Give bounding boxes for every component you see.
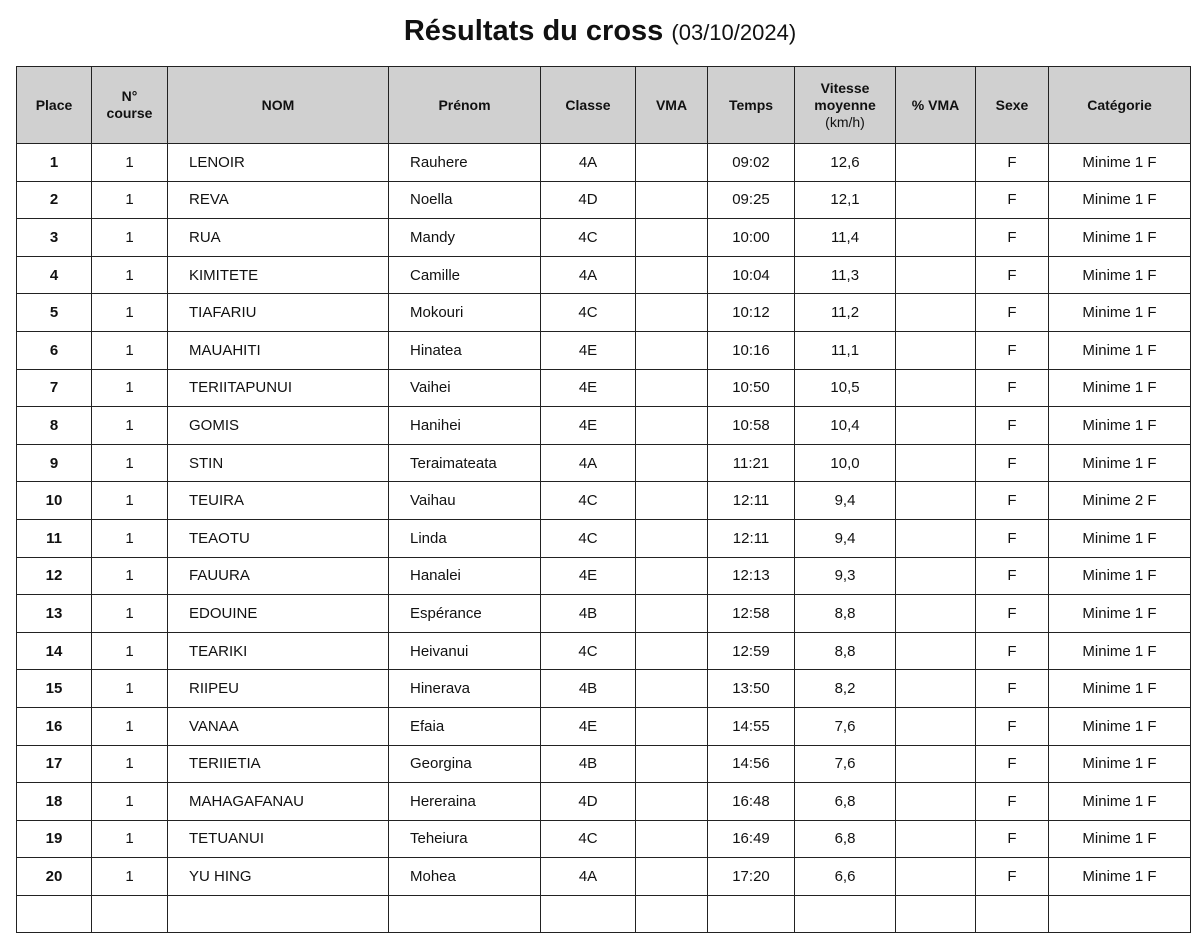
cell-categorie: Minime 1 F [1049,181,1191,219]
cell-sexe: F [976,219,1049,257]
cell-temps: 10:12 [708,294,795,332]
cell-sexe: F [976,444,1049,482]
cell-course: 1 [92,256,168,294]
cell-sexe: F [976,707,1049,745]
cell-temps: 16:49 [708,820,795,858]
cell-place: 15 [17,670,92,708]
cell-prenom: Heivanui [389,632,541,670]
cell-pct-vma [896,144,976,182]
cell-pct-vma [896,557,976,595]
title-date: (03/10/2024) [671,20,797,45]
cell-course: 1 [92,783,168,821]
cell-place: 14 [17,632,92,670]
cell-place: 19 [17,820,92,858]
cell-vitesse: 11,1 [795,331,896,369]
cell-vitesse: 10,4 [795,407,896,445]
cell-course: 1 [92,820,168,858]
cell-nom: TERIITAPUNUI [168,369,389,407]
cell-pct-vma [896,219,976,257]
cell-empty [896,895,976,933]
table-row [17,444,1191,482]
cell-nom: MAHAGAFANAU [168,783,389,821]
cell-course: 1 [92,632,168,670]
cell-nom: FAUURA [168,557,389,595]
cell-categorie: Minime 1 F [1049,369,1191,407]
cell-nom: KIMITETE [168,256,389,294]
table-header [17,67,1191,144]
cell-course: 1 [92,369,168,407]
cell-vitesse: 12,6 [795,144,896,182]
cell-pct-vma [896,858,976,896]
cell-categorie: Minime 1 F [1049,444,1191,482]
cell-classe: 4B [541,670,636,708]
cell-sexe: F [976,294,1049,332]
cell-temps: 12:13 [708,557,795,595]
cell-prenom: Teraimateata [389,444,541,482]
cell-classe: 4C [541,632,636,670]
cell-temps: 09:02 [708,144,795,182]
cell-place: 17 [17,745,92,783]
header-row [17,67,1191,144]
cell-vitesse: 7,6 [795,707,896,745]
cell-prenom: Espérance [389,595,541,633]
cell-categorie: Minime 1 F [1049,144,1191,182]
cell-temps: 14:55 [708,707,795,745]
cell-temps: 13:50 [708,670,795,708]
page-title [0,0,1200,62]
cell-prenom: Mohea [389,858,541,896]
cell-classe: 4D [541,181,636,219]
cell-sexe: F [976,407,1049,445]
cell-prenom: Efaia [389,707,541,745]
cell-nom: TEARIKI [168,632,389,670]
cell-sexe: F [976,519,1049,557]
cell-place: 6 [17,331,92,369]
cell-categorie: Minime 1 F [1049,820,1191,858]
cell-prenom: Linda [389,519,541,557]
cell-course: 1 [92,670,168,708]
cell-place: 1 [17,144,92,182]
cell-place: 9 [17,444,92,482]
cell-vma [636,407,708,445]
header-vitesse [795,67,896,144]
cell-place: 8 [17,407,92,445]
cell-classe: 4E [541,407,636,445]
cell-empty [389,895,541,933]
cell-categorie: Minime 1 F [1049,256,1191,294]
cell-course: 1 [92,482,168,520]
cell-temps: 12:59 [708,632,795,670]
table-row [17,519,1191,557]
cell-prenom: Vaihei [389,369,541,407]
cell-place: 18 [17,783,92,821]
cell-vma [636,595,708,633]
cell-empty [795,895,896,933]
cell-vma [636,783,708,821]
cell-nom: LENOIR [168,144,389,182]
table-row [17,745,1191,783]
table-row [17,632,1191,670]
header-place: Place [17,67,92,144]
table-row [17,482,1191,520]
cell-course: 1 [92,181,168,219]
cell-temps: 10:16 [708,331,795,369]
cell-pct-vma [896,482,976,520]
cell-vma [636,256,708,294]
cell-prenom: Hanihei [389,407,541,445]
cell-place: 12 [17,557,92,595]
cell-vma [636,519,708,557]
cell-temps: 17:20 [708,858,795,896]
cell-vma [636,444,708,482]
cell-course: 1 [92,595,168,633]
cell-empty [1049,895,1191,933]
cell-vitesse: 6,8 [795,783,896,821]
table-row [17,256,1191,294]
cell-categorie: Minime 1 F [1049,745,1191,783]
cell-vitesse: 9,4 [795,482,896,520]
cell-nom: YU HING [168,858,389,896]
cell-vma [636,557,708,595]
cell-pct-vma [896,670,976,708]
cell-classe: 4A [541,256,636,294]
cell-pct-vma [896,444,976,482]
table-row [17,181,1191,219]
table-row [17,670,1191,708]
cell-categorie: Minime 1 F [1049,519,1191,557]
cell-empty [541,895,636,933]
cell-vma [636,745,708,783]
header-vitesse-line1: Vitesse [820,79,870,96]
cell-place: 13 [17,595,92,633]
cell-course: 1 [92,519,168,557]
cell-vitesse: 10,5 [795,369,896,407]
header-pct-vma: % VMA [896,67,976,144]
cell-categorie: Minime 1 F [1049,294,1191,332]
cell-course: 1 [92,444,168,482]
cell-nom: EDOUINE [168,595,389,633]
cell-vma [636,331,708,369]
cell-prenom: Vaihau [389,482,541,520]
header-vitesse-line2: moyenne [814,96,876,113]
cell-pct-vma [896,707,976,745]
cell-classe: 4C [541,294,636,332]
cell-vitesse: 9,3 [795,557,896,595]
table-row [17,369,1191,407]
cell-nom: STIN [168,444,389,482]
header-classe: Classe [541,67,636,144]
table-row-partial [17,895,1191,933]
cell-nom: GOMIS [168,407,389,445]
cell-categorie: Minime 1 F [1049,407,1191,445]
table-row [17,331,1191,369]
cell-pct-vma [896,519,976,557]
cell-empty [92,895,168,933]
cell-temps: 14:56 [708,745,795,783]
cell-vitesse: 10,0 [795,444,896,482]
cell-classe: 4E [541,369,636,407]
cell-pct-vma [896,407,976,445]
cell-temps: 10:04 [708,256,795,294]
cell-sexe: F [976,557,1049,595]
cell-place: 3 [17,219,92,257]
cell-classe: 4A [541,444,636,482]
cell-vitesse: 6,6 [795,858,896,896]
cell-nom: MAUAHITI [168,331,389,369]
cell-place: 16 [17,707,92,745]
cell-categorie: Minime 1 F [1049,783,1191,821]
cell-temps: 10:00 [708,219,795,257]
cell-prenom: Hinerava [389,670,541,708]
cell-nom: TETUANUI [168,820,389,858]
cell-temps: 10:58 [708,407,795,445]
cell-nom: TIAFARIU [168,294,389,332]
cell-empty [976,895,1049,933]
header-sexe: Sexe [976,67,1049,144]
cell-vitesse: 11,3 [795,256,896,294]
header-temps: Temps [708,67,795,144]
cell-course: 1 [92,707,168,745]
header-nom: NOM [168,67,389,144]
cell-classe: 4C [541,519,636,557]
cell-sexe: F [976,181,1049,219]
cell-vitesse: 6,8 [795,820,896,858]
cell-classe: 4B [541,745,636,783]
cell-prenom: Noella [389,181,541,219]
cell-temps: 11:21 [708,444,795,482]
cell-prenom: Hinatea [389,331,541,369]
table-row [17,783,1191,821]
cell-prenom: Georgina [389,745,541,783]
cell-classe: 4D [541,783,636,821]
cell-categorie: Minime 1 F [1049,858,1191,896]
cell-vitesse: 7,6 [795,745,896,783]
table-row [17,858,1191,896]
cell-nom: TERIIETIA [168,745,389,783]
title-main: Résultats du cross [403,15,664,47]
cell-classe: 4A [541,858,636,896]
cell-place: 20 [17,858,92,896]
cell-place: 2 [17,181,92,219]
cell-vitesse: 8,2 [795,670,896,708]
cell-prenom: Mokouri [389,294,541,332]
table-body [17,144,1191,933]
cell-vitesse: 9,4 [795,519,896,557]
cell-nom: RUA [168,219,389,257]
cell-categorie: Minime 1 F [1049,595,1191,633]
cell-vma [636,670,708,708]
cell-vma [636,707,708,745]
header-course-line2: course [106,105,153,121]
cell-classe: 4C [541,219,636,257]
cell-empty [168,895,389,933]
cell-vma [636,219,708,257]
cell-prenom: Hereraina [389,783,541,821]
cell-categorie: Minime 1 F [1049,219,1191,257]
cell-temps: 12:11 [708,519,795,557]
header-prenom: Prénom [389,67,541,144]
results-table [16,66,1191,933]
cell-vma [636,858,708,896]
cell-vma [636,181,708,219]
table-row [17,820,1191,858]
cell-sexe: F [976,331,1049,369]
cell-classe: 4E [541,557,636,595]
table-row [17,144,1191,182]
cell-nom: RIIPEU [168,670,389,708]
table-row [17,595,1191,633]
cell-temps: 12:58 [708,595,795,633]
cell-vitesse: 11,4 [795,219,896,257]
cell-sexe: F [976,820,1049,858]
cell-pct-vma [896,181,976,219]
cell-pct-vma [896,820,976,858]
header-vma: VMA [636,67,708,144]
table-row [17,219,1191,257]
cell-vma [636,294,708,332]
cell-nom: TEUIRA [168,482,389,520]
cell-prenom: Rauhere [389,144,541,182]
cell-temps: 12:11 [708,482,795,520]
cell-prenom: Mandy [389,219,541,257]
cell-classe: 4C [541,820,636,858]
cell-prenom: Teheiura [389,820,541,858]
cell-sexe: F [976,256,1049,294]
table-row [17,407,1191,445]
cell-place: 11 [17,519,92,557]
cell-course: 1 [92,331,168,369]
cell-prenom: Camille [389,256,541,294]
cell-temps: 09:25 [708,181,795,219]
cell-categorie: Minime 2 F [1049,482,1191,520]
cell-place: 4 [17,256,92,294]
table-row [17,707,1191,745]
cell-classe: 4E [541,331,636,369]
cell-temps: 16:48 [708,783,795,821]
cell-categorie: Minime 1 F [1049,707,1191,745]
header-course-line1: N° [121,88,138,104]
header-vitesse-unit: (km/h) [825,113,865,130]
cell-sexe: F [976,595,1049,633]
cell-classe: 4C [541,482,636,520]
cell-pct-vma [896,294,976,332]
cell-categorie: Minime 1 F [1049,632,1191,670]
cell-course: 1 [92,557,168,595]
cell-sexe: F [976,482,1049,520]
cell-pct-vma [896,331,976,369]
cell-empty [636,895,708,933]
header-course [92,67,168,144]
cell-place: 5 [17,294,92,332]
cell-empty [708,895,795,933]
cell-categorie: Minime 1 F [1049,557,1191,595]
cell-sexe: F [976,369,1049,407]
cell-categorie: Minime 1 F [1049,331,1191,369]
cell-vma [636,144,708,182]
cell-pct-vma [896,595,976,633]
cell-course: 1 [92,745,168,783]
cell-vitesse: 8,8 [795,632,896,670]
table-row [17,294,1191,332]
cell-sexe: F [976,783,1049,821]
cell-vitesse: 8,8 [795,595,896,633]
cell-nom: REVA [168,181,389,219]
cell-course: 1 [92,858,168,896]
cell-sexe: F [976,858,1049,896]
header-categorie: Catégorie [1049,67,1191,144]
cell-pct-vma [896,369,976,407]
cell-vma [636,820,708,858]
cell-nom: TEAOTU [168,519,389,557]
cell-sexe: F [976,632,1049,670]
cell-prenom: Hanalei [389,557,541,595]
table-row [17,557,1191,595]
cell-categorie: Minime 1 F [1049,670,1191,708]
cell-classe: 4A [541,144,636,182]
cell-course: 1 [92,144,168,182]
cell-course: 1 [92,219,168,257]
cell-pct-vma [896,632,976,670]
cell-vitesse: 11,2 [795,294,896,332]
cell-course: 1 [92,407,168,445]
cell-nom: VANAA [168,707,389,745]
cell-empty [17,895,92,933]
cell-place: 10 [17,482,92,520]
cell-sexe: F [976,745,1049,783]
cell-vma [636,482,708,520]
cell-sexe: F [976,144,1049,182]
cell-pct-vma [896,745,976,783]
cell-pct-vma [896,256,976,294]
cell-pct-vma [896,783,976,821]
cell-temps: 10:50 [708,369,795,407]
cell-place: 7 [17,369,92,407]
cell-vma [636,632,708,670]
cell-vma [636,369,708,407]
cell-course: 1 [92,294,168,332]
cell-classe: 4E [541,707,636,745]
cell-vitesse: 12,1 [795,181,896,219]
cell-classe: 4B [541,595,636,633]
cell-sexe: F [976,670,1049,708]
